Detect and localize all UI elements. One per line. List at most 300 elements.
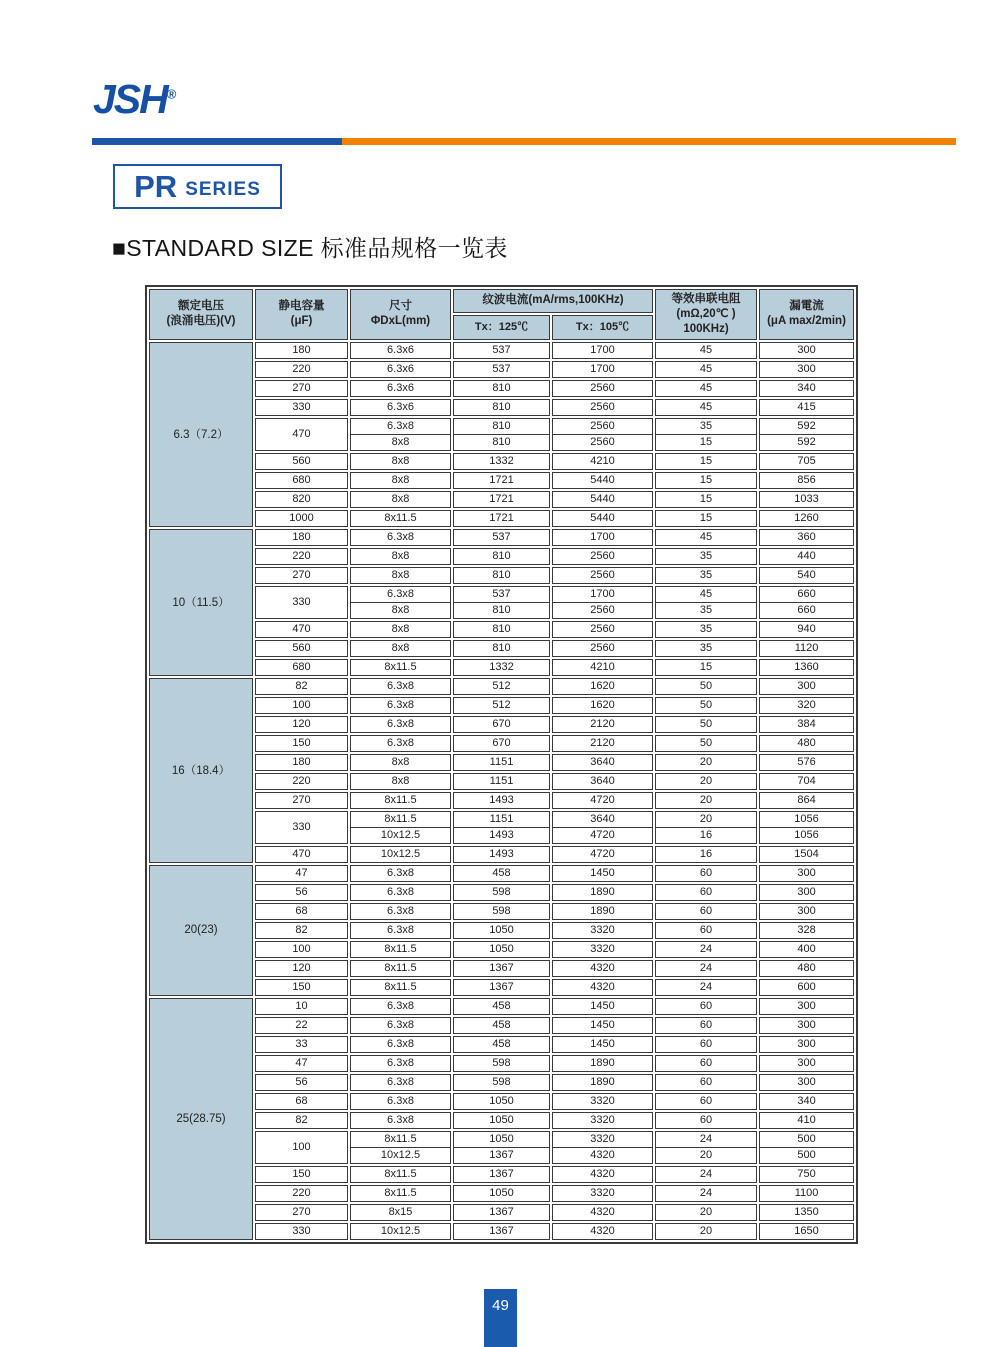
capacitance-cell: 22 [255, 1017, 348, 1034]
ripple-105-cell: 4320 [552, 1223, 653, 1240]
size-cell: 6.3x8 [350, 697, 451, 714]
ripple-105-cell: 3640 [552, 754, 653, 771]
size-cell: 6.3x8 [350, 865, 451, 882]
esr-cell: 45 [655, 529, 757, 546]
capacitance-cell: 47 [255, 865, 348, 882]
table-row [149, 1055, 854, 1072]
leakage-cell: 1350 [759, 1204, 854, 1221]
ripple-125-cell: 810 [453, 399, 550, 416]
esr-cell: 60 [655, 998, 757, 1015]
leakage-cell: 328 [759, 922, 854, 939]
table-row [149, 697, 854, 714]
col-header-ripple-105: Tx：105℃ [552, 315, 653, 340]
leakage-cell: 400 [759, 941, 854, 958]
table-row [149, 922, 854, 939]
capacitance-cell: 680 [255, 472, 348, 489]
ripple-125-cell: 598 [453, 884, 550, 901]
col-header-size: 尺寸 ΦDxL(mm) [350, 289, 451, 340]
table-row [149, 1223, 854, 1240]
variant-value: 35 [656, 602, 756, 618]
ripple-105-cell: 3640 [552, 773, 653, 790]
voltage-group-cell: 20(23) [149, 865, 253, 996]
capacitance-cell: 270 [255, 1204, 348, 1221]
ripple-125-cell: 458 [453, 1036, 550, 1053]
variant-value: 1151 [489, 812, 514, 825]
table-row [149, 567, 854, 584]
variant-value: 810 [454, 434, 549, 450]
leakage-cell: 340 [759, 1093, 854, 1110]
ripple-105-cell: 4210 [552, 453, 653, 470]
ripple-125-cell: 1050 [453, 1185, 550, 1202]
variant-value: 500 [797, 1132, 816, 1145]
esr-cell: 60 [655, 1055, 757, 1072]
page-title: ■STANDARD SIZE 标准品规格一览表 [112, 235, 508, 261]
table-row [149, 811, 854, 844]
leakage-cell: 300 [759, 1017, 854, 1034]
leakage-cell: 600 [759, 979, 854, 996]
table-row [149, 472, 854, 489]
ripple-125-cell: 810 [453, 380, 550, 397]
capacitance-cell: 82 [255, 678, 348, 695]
capacitance-cell: 180 [255, 529, 348, 546]
ripple-105-cell: 2560 [552, 621, 653, 638]
variant-stack [656, 419, 756, 450]
variant-stack [760, 812, 853, 843]
esr-cell: 20 [655, 1204, 757, 1221]
header-divider [92, 138, 956, 145]
brand-logo: JSH® [93, 76, 177, 122]
ripple-125-cell: 1367 [453, 979, 550, 996]
capacitance-cell: 470 [255, 418, 348, 451]
ripple-105-cell: 4320 [552, 1204, 653, 1221]
variant-value: 2560 [553, 434, 652, 450]
esr-cell: 60 [655, 1112, 757, 1129]
ripple-105-cell: 1450 [552, 1036, 653, 1053]
ripple-105-cell: 2560 [552, 399, 653, 416]
ripple-125-cell: 598 [453, 903, 550, 920]
table-row [149, 846, 854, 863]
esr-cell: 45 [655, 361, 757, 378]
table-row [149, 1204, 854, 1221]
leakage-cell: 440 [759, 548, 854, 565]
leakage-cell: 540 [759, 567, 854, 584]
variant-stack [760, 587, 853, 618]
table-row [149, 1166, 854, 1183]
variant-stack [656, 812, 756, 843]
variant-value: 6.3x8 [387, 587, 414, 600]
esr-cell: 60 [655, 903, 757, 920]
ripple-105-cell: 3320 [552, 941, 653, 958]
leakage-cell [759, 586, 854, 619]
esr-cell: 15 [655, 510, 757, 527]
variant-stack [351, 419, 450, 450]
leakage-cell: 300 [759, 1074, 854, 1091]
leakage-cell: 300 [759, 998, 854, 1015]
table-row [149, 903, 854, 920]
series-name: PR [134, 168, 178, 204]
leakage-cell: 1100 [759, 1185, 854, 1202]
ripple-105-cell: 2560 [552, 548, 653, 565]
capacitance-cell: 330 [255, 586, 348, 619]
size-cell: 6.3x8 [350, 1036, 451, 1053]
capacitance-cell: 120 [255, 960, 348, 977]
table-row [149, 884, 854, 901]
esr-cell: 45 [655, 399, 757, 416]
leakage-cell: 1260 [759, 510, 854, 527]
size-cell: 8x11.5 [350, 510, 451, 527]
leakage-cell: 300 [759, 903, 854, 920]
table-row [149, 640, 854, 657]
esr-cell: 60 [655, 884, 757, 901]
capacitance-cell: 120 [255, 716, 348, 733]
esr-cell: 50 [655, 735, 757, 752]
ripple-105-cell: 5440 [552, 510, 653, 527]
esr-cell: 24 [655, 960, 757, 977]
ripple-105-cell: 1700 [552, 342, 653, 359]
table-row [149, 491, 854, 508]
leakage-cell: 480 [759, 735, 854, 752]
ripple-125-cell: 1721 [453, 491, 550, 508]
leakage-cell: 856 [759, 472, 854, 489]
size-cell: 6.3x8 [350, 998, 451, 1015]
size-cell [350, 1131, 451, 1164]
variant-value: 1056 [794, 812, 819, 825]
variant-stack [760, 419, 853, 450]
size-cell: 6.3x8 [350, 1093, 451, 1110]
esr-cell: 15 [655, 472, 757, 489]
size-cell: 8x8 [350, 491, 451, 508]
leakage-cell: 1650 [759, 1223, 854, 1240]
esr-cell: 60 [655, 1093, 757, 1110]
table-row [149, 586, 854, 619]
table-row [149, 960, 854, 977]
ripple-105-cell: 3320 [552, 1093, 653, 1110]
ripple-125-cell: 1721 [453, 510, 550, 527]
ripple-125-cell: 810 [453, 640, 550, 657]
ripple-105-cell: 4720 [552, 792, 653, 809]
capacitance-cell: 220 [255, 548, 348, 565]
ripple-125-cell: 1050 [453, 922, 550, 939]
ripple-105-cell: 4320 [552, 1166, 653, 1183]
leakage-cell: 705 [759, 453, 854, 470]
leakage-cell: 360 [759, 529, 854, 546]
variant-value: 500 [760, 1147, 853, 1163]
table-row [149, 548, 854, 565]
variant-stack [656, 587, 756, 618]
size-cell [350, 418, 451, 451]
ripple-105-cell: 1450 [552, 998, 653, 1015]
variant-value: 3320 [590, 1132, 615, 1145]
ripple-105-cell: 4320 [552, 979, 653, 996]
ripple-125-cell: 1367 [453, 960, 550, 977]
ripple-125-cell: 670 [453, 735, 550, 752]
ripple-105-cell: 2120 [552, 716, 653, 733]
ripple-125-cell: 670 [453, 716, 550, 733]
table-row [149, 754, 854, 771]
capacitance-cell: 10 [255, 998, 348, 1015]
variant-value: 20 [656, 1147, 756, 1163]
esr-cell: 50 [655, 678, 757, 695]
esr-cell: 60 [655, 922, 757, 939]
size-cell: 8x8 [350, 453, 451, 470]
esr-cell: 60 [655, 1017, 757, 1034]
voltage-group-cell: 10（11.5） [149, 529, 253, 676]
variant-value: 24 [699, 1132, 713, 1145]
table-row [149, 716, 854, 733]
size-cell: 6.3x6 [350, 361, 451, 378]
ripple-105-cell: 2560 [552, 380, 653, 397]
esr-cell: 15 [655, 659, 757, 676]
esr-cell: 24 [655, 979, 757, 996]
capacitance-cell: 33 [255, 1036, 348, 1053]
variant-value: 537 [492, 587, 511, 600]
leakage-cell: 576 [759, 754, 854, 771]
capacitance-cell: 330 [255, 1223, 348, 1240]
ripple-105-cell: 1700 [552, 529, 653, 546]
ripple-105-cell: 4720 [552, 846, 653, 863]
leakage-cell: 300 [759, 884, 854, 901]
size-cell: 6.3x8 [350, 1074, 451, 1091]
variant-stack [656, 1132, 756, 1163]
variant-value: 3640 [590, 812, 615, 825]
size-cell: 8x11.5 [350, 979, 451, 996]
ripple-105-cell: 2560 [552, 567, 653, 584]
capacitance-cell: 150 [255, 1166, 348, 1183]
size-cell: 6.3x6 [350, 399, 451, 416]
size-cell: 6.3x8 [350, 922, 451, 939]
col-header-voltage: 额定电压 (浪涌电压)(V) [149, 289, 253, 340]
esr-cell: 20 [655, 773, 757, 790]
variant-value: 1700 [590, 587, 615, 600]
variant-value: 45 [699, 587, 713, 600]
capacitance-cell: 100 [255, 697, 348, 714]
ripple-125-cell: 1493 [453, 846, 550, 863]
table-row [149, 453, 854, 470]
ripple-105-cell [552, 1131, 653, 1164]
size-cell: 8x11.5 [350, 1185, 451, 1202]
esr-cell: 24 [655, 1166, 757, 1183]
ripple-105-cell: 1890 [552, 1074, 653, 1091]
capacitance-cell: 82 [255, 922, 348, 939]
variant-value: 1367 [454, 1147, 549, 1163]
capacitance-cell: 330 [255, 811, 348, 844]
size-cell: 8x8 [350, 754, 451, 771]
variant-value: 592 [760, 434, 853, 450]
leakage-cell: 300 [759, 1055, 854, 1072]
esr-cell: 20 [655, 792, 757, 809]
ripple-125-cell: 1050 [453, 1093, 550, 1110]
variant-value: 660 [760, 602, 853, 618]
table-row [149, 865, 854, 882]
ripple-105-cell: 3320 [552, 1112, 653, 1129]
ripple-105-cell [552, 418, 653, 451]
size-cell: 8x8 [350, 640, 451, 657]
size-cell: 8x8 [350, 621, 451, 638]
esr-cell: 15 [655, 453, 757, 470]
header-row-1 [149, 289, 854, 313]
variant-value: 1493 [454, 827, 549, 843]
table-row [149, 399, 854, 416]
variant-value: 6.3x8 [387, 419, 414, 432]
variant-value: 660 [797, 587, 816, 600]
ripple-105-cell: 1620 [552, 678, 653, 695]
ripple-105-cell: 3320 [552, 1185, 653, 1202]
ripple-125-cell: 537 [453, 529, 550, 546]
esr-cell: 50 [655, 716, 757, 733]
esr-cell [655, 586, 757, 619]
esr-cell: 60 [655, 1074, 757, 1091]
size-cell: 6.3x8 [350, 716, 451, 733]
capacitance-cell: 270 [255, 567, 348, 584]
ripple-125-cell: 512 [453, 678, 550, 695]
size-cell: 8x8 [350, 472, 451, 489]
variant-value: 8x11.5 [384, 812, 417, 825]
table-row [149, 678, 854, 695]
ripple-125-cell: 458 [453, 998, 550, 1015]
variant-value: 15 [656, 434, 756, 450]
divider-orange-segment [342, 138, 956, 145]
esr-cell: 45 [655, 342, 757, 359]
ripple-105-cell: 1700 [552, 361, 653, 378]
esr-cell: 24 [655, 1185, 757, 1202]
voltage-group-cell: 6.3（7.2） [149, 342, 253, 527]
leakage-cell: 864 [759, 792, 854, 809]
leakage-cell: 1033 [759, 491, 854, 508]
variant-value: 4320 [553, 1147, 652, 1163]
esr-cell: 35 [655, 640, 757, 657]
capacitance-cell: 470 [255, 621, 348, 638]
ripple-105-cell [552, 811, 653, 844]
capacitance-cell: 560 [255, 640, 348, 657]
table-row [149, 1185, 854, 1202]
size-cell: 10x12.5 [350, 846, 451, 863]
variant-stack [351, 812, 450, 843]
capacitance-cell: 270 [255, 380, 348, 397]
variant-stack [351, 1132, 450, 1163]
size-cell: 6.3x8 [350, 1112, 451, 1129]
size-cell: 8x8 [350, 548, 451, 565]
variant-value: 2560 [590, 419, 615, 432]
table-row [149, 735, 854, 752]
size-cell: 8x15 [350, 1204, 451, 1221]
capacitance-cell: 100 [255, 941, 348, 958]
leakage-cell: 300 [759, 865, 854, 882]
ripple-105-cell: 3320 [552, 922, 653, 939]
col-header-ripple: 纹波电流(mA/rms,100KHz) [453, 289, 653, 313]
esr-cell: 20 [655, 1223, 757, 1240]
leakage-cell: 410 [759, 1112, 854, 1129]
leakage-cell: 300 [759, 361, 854, 378]
size-cell: 8x11.5 [350, 941, 451, 958]
leakage-cell: 480 [759, 960, 854, 977]
esr-cell: 16 [655, 846, 757, 863]
capacitance-cell: 56 [255, 884, 348, 901]
variant-value: 35 [699, 419, 713, 432]
ripple-125-cell: 512 [453, 697, 550, 714]
leakage-cell [759, 1131, 854, 1164]
leakage-cell: 300 [759, 678, 854, 695]
ripple-125-cell: 1151 [453, 773, 550, 790]
capacitance-cell: 56 [255, 1074, 348, 1091]
table-row [149, 1093, 854, 1110]
ripple-125-cell: 537 [453, 361, 550, 378]
capacitance-cell: 220 [255, 361, 348, 378]
voltage-group-cell: 25(28.75) [149, 998, 253, 1240]
capacitance-cell: 68 [255, 903, 348, 920]
variant-value: 8x11.5 [384, 1132, 417, 1145]
size-cell: 8x8 [350, 567, 451, 584]
table-row [149, 979, 854, 996]
ripple-125-cell [453, 586, 550, 619]
leakage-cell: 1360 [759, 659, 854, 676]
table-row [149, 1074, 854, 1091]
ripple-105-cell: 1890 [552, 884, 653, 901]
capacitance-cell: 680 [255, 659, 348, 676]
table-row [149, 342, 854, 359]
variant-value: 8x8 [351, 434, 450, 450]
leakage-cell: 940 [759, 621, 854, 638]
size-cell: 6.3x8 [350, 678, 451, 695]
ripple-125-cell: 1151 [453, 754, 550, 771]
ripple-125-cell: 537 [453, 342, 550, 359]
capacitance-cell: 560 [255, 453, 348, 470]
variant-stack [553, 419, 652, 450]
table-row [149, 998, 854, 1015]
table-row [149, 418, 854, 451]
leakage-cell: 300 [759, 342, 854, 359]
ripple-125-cell: 598 [453, 1055, 550, 1072]
esr-cell: 20 [655, 754, 757, 771]
variant-value: 10x12.5 [351, 827, 450, 843]
series-suffix: SERIES [185, 179, 261, 200]
col-header-esr: 等效串联电阻 (mΩ,20℃ ) 100KHz) [655, 289, 757, 340]
ripple-125-cell: 1367 [453, 1204, 550, 1221]
ripple-105-cell: 1450 [552, 1017, 653, 1034]
ripple-105-cell: 5440 [552, 472, 653, 489]
ripple-105-cell: 2560 [552, 640, 653, 657]
capacitance-cell: 180 [255, 754, 348, 771]
table-row [149, 773, 854, 790]
size-cell: 6.3x8 [350, 735, 451, 752]
ripple-125-cell: 1367 [453, 1166, 550, 1183]
ripple-125-cell: 1050 [453, 941, 550, 958]
capacitance-cell: 220 [255, 1185, 348, 1202]
variant-stack [553, 812, 652, 843]
size-cell: 6.3x8 [350, 903, 451, 920]
ripple-105-cell: 1620 [552, 697, 653, 714]
size-cell: 6.3x8 [350, 884, 451, 901]
capacitance-cell: 820 [255, 491, 348, 508]
ripple-105-cell: 5440 [552, 491, 653, 508]
ripple-125-cell: 1332 [453, 453, 550, 470]
size-cell: 6.3x6 [350, 380, 451, 397]
size-cell: 8x11.5 [350, 659, 451, 676]
ripple-125-cell: 1367 [453, 1223, 550, 1240]
esr-cell [655, 811, 757, 844]
capacitance-cell: 82 [255, 1112, 348, 1129]
ripple-125-cell [453, 811, 550, 844]
variant-value: 10x12.5 [351, 1147, 450, 1163]
esr-cell: 60 [655, 865, 757, 882]
table-row [149, 1036, 854, 1053]
capacitance-cell: 220 [255, 773, 348, 790]
variant-stack [553, 587, 652, 618]
ripple-125-cell: 810 [453, 567, 550, 584]
registered-mark-icon: ® [166, 86, 177, 102]
variant-value: 4720 [553, 827, 652, 843]
ripple-125-cell: 598 [453, 1074, 550, 1091]
ripple-105-cell [552, 586, 653, 619]
